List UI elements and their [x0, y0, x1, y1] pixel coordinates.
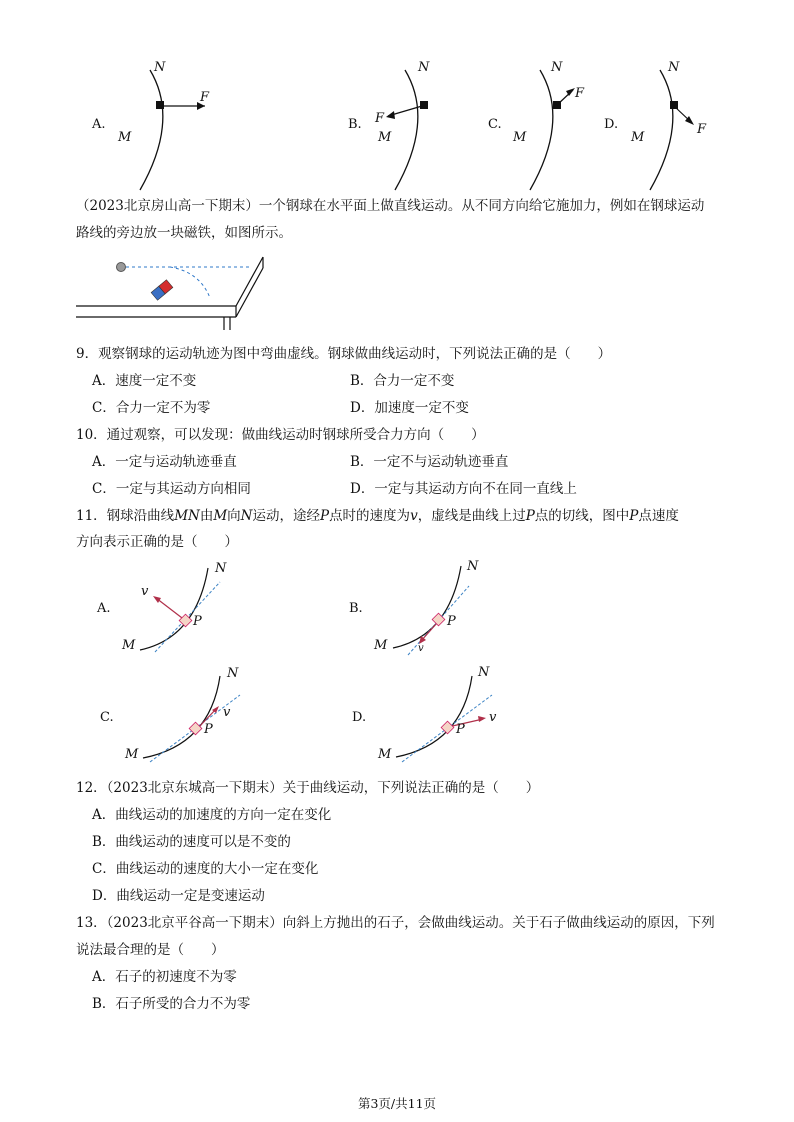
stem-text: 向 — [227, 508, 241, 524]
stem-symbol: M — [213, 508, 228, 524]
p-label: P — [447, 614, 456, 629]
page-number: 第3页/共11页 — [357, 1096, 437, 1111]
option-label: B. — [348, 117, 362, 132]
stem-text: 点的切线，图中 — [534, 508, 630, 524]
m-label: M — [513, 130, 527, 145]
q13-option-a[interactable]: A．石子的初速度不为零 — [92, 969, 237, 985]
intro-line-2: 路线的旁边放一块磁铁，如图所示。 — [76, 225, 292, 241]
n-label: N — [227, 666, 239, 681]
m-label: M — [378, 747, 392, 762]
q12-option-b[interactable]: B．曲线运动的速度可以是不变的 — [92, 834, 291, 850]
q9-option-a[interactable]: A．速度一定不变 — [92, 373, 197, 389]
q11-stem-line-2: 方向表示正确的是（ ） — [76, 534, 238, 550]
q12-option-d[interactable]: D．曲线运动一定是变速运动 — [92, 888, 265, 904]
f-label: F — [375, 111, 385, 126]
m-label: M — [125, 747, 139, 762]
stem-symbol: MN — [174, 508, 200, 524]
q13-stem-line-1: 13．（2023北京平谷高一下期末）向斜上方抛出的石子，会做曲线运动。关于石子做曲线运动的原因，下列 — [76, 915, 715, 931]
stem-text: 由 — [199, 508, 214, 524]
stem-symbol: v — [410, 508, 418, 524]
stem-text: 运动，途经 — [252, 508, 320, 524]
stem-symbol: P — [525, 508, 535, 524]
v-label: v — [223, 705, 231, 720]
stem-symbol: P — [319, 508, 330, 524]
q10-option-c[interactable]: C．一定与其运动方向相同 — [92, 481, 251, 497]
q9-option-c[interactable]: C．合力一定不为零 — [92, 400, 211, 416]
n-label: N — [467, 559, 479, 574]
q9-option-b[interactable]: B．合力一定不变 — [350, 373, 455, 389]
stem-text: 点时的速度为 — [329, 508, 411, 524]
f-label: F — [697, 122, 707, 137]
option-label: D. — [352, 710, 367, 725]
v-label: v — [489, 710, 497, 725]
stem-text: 点速度 — [638, 508, 679, 524]
v-label: v — [418, 643, 424, 654]
m-label: M — [378, 130, 392, 145]
m-label: M — [631, 130, 645, 145]
stem-symbol: P — [629, 508, 639, 524]
p-label: P — [456, 722, 465, 737]
q12-stem: 12．（2023北京东城高一下期末）关于曲线运动，下列说法正确的是（ ） — [76, 780, 540, 796]
option-label: D. — [604, 117, 619, 132]
q10-option-d[interactable]: D．一定与其运动方向不在同一直线上 — [350, 481, 577, 497]
v-label: v — [141, 584, 149, 599]
option-label: A. — [92, 117, 106, 132]
q10-option-a[interactable]: A．一定与运动轨迹垂直 — [92, 454, 237, 470]
q10-option-b[interactable]: B．一定不与运动轨迹垂直 — [350, 454, 509, 470]
option-label: C. — [488, 117, 502, 132]
q9-stem: 9．观察钢球的运动轨迹为图中弯曲虚线。钢球做曲线运动时，下列说法正确的是（ ） — [76, 346, 612, 362]
q9-option-d[interactable]: D．加速度一定不变 — [350, 400, 469, 416]
n-label: N — [668, 60, 680, 75]
q12-option-a[interactable]: A．曲线运动的加速度的方向一定在变化 — [92, 807, 332, 823]
q12-option-c[interactable]: C．曲线运动的速度的大小一定在变化 — [92, 861, 319, 877]
stem-text: ，虚线是曲线上过 — [417, 508, 526, 524]
n-label: N — [418, 60, 430, 75]
p-label: P — [204, 722, 213, 737]
p-label: P — [193, 614, 202, 629]
f-label: F — [575, 86, 585, 101]
f-label: F — [200, 90, 210, 105]
q10-stem: 10．通过观察，可以发现：做曲线运动时钢球所受合力方向（ ） — [76, 427, 485, 443]
q13-stem-line-2: 说法最合理的是（ ） — [76, 942, 225, 958]
intro-line-1: （2023北京房山高一下期末）一个钢球在水平面上做直线运动。从不同方向给它施加力，例如在钢球运动 — [76, 198, 705, 214]
option-label: A. — [97, 601, 111, 616]
n-label: N — [478, 665, 490, 680]
m-label: M — [374, 638, 388, 653]
option-label: C. — [100, 710, 114, 725]
stem-symbol: N — [240, 508, 253, 524]
n-label: N — [215, 561, 227, 576]
m-label: M — [118, 130, 132, 145]
option-label: B. — [349, 601, 363, 616]
m-label: M — [122, 638, 136, 653]
n-label: N — [154, 60, 166, 75]
stem-text: 11．钢球沿曲线 — [76, 508, 175, 524]
n-label: N — [551, 60, 563, 75]
q13-option-b[interactable]: B．石子所受的合力不为零 — [92, 996, 251, 1012]
